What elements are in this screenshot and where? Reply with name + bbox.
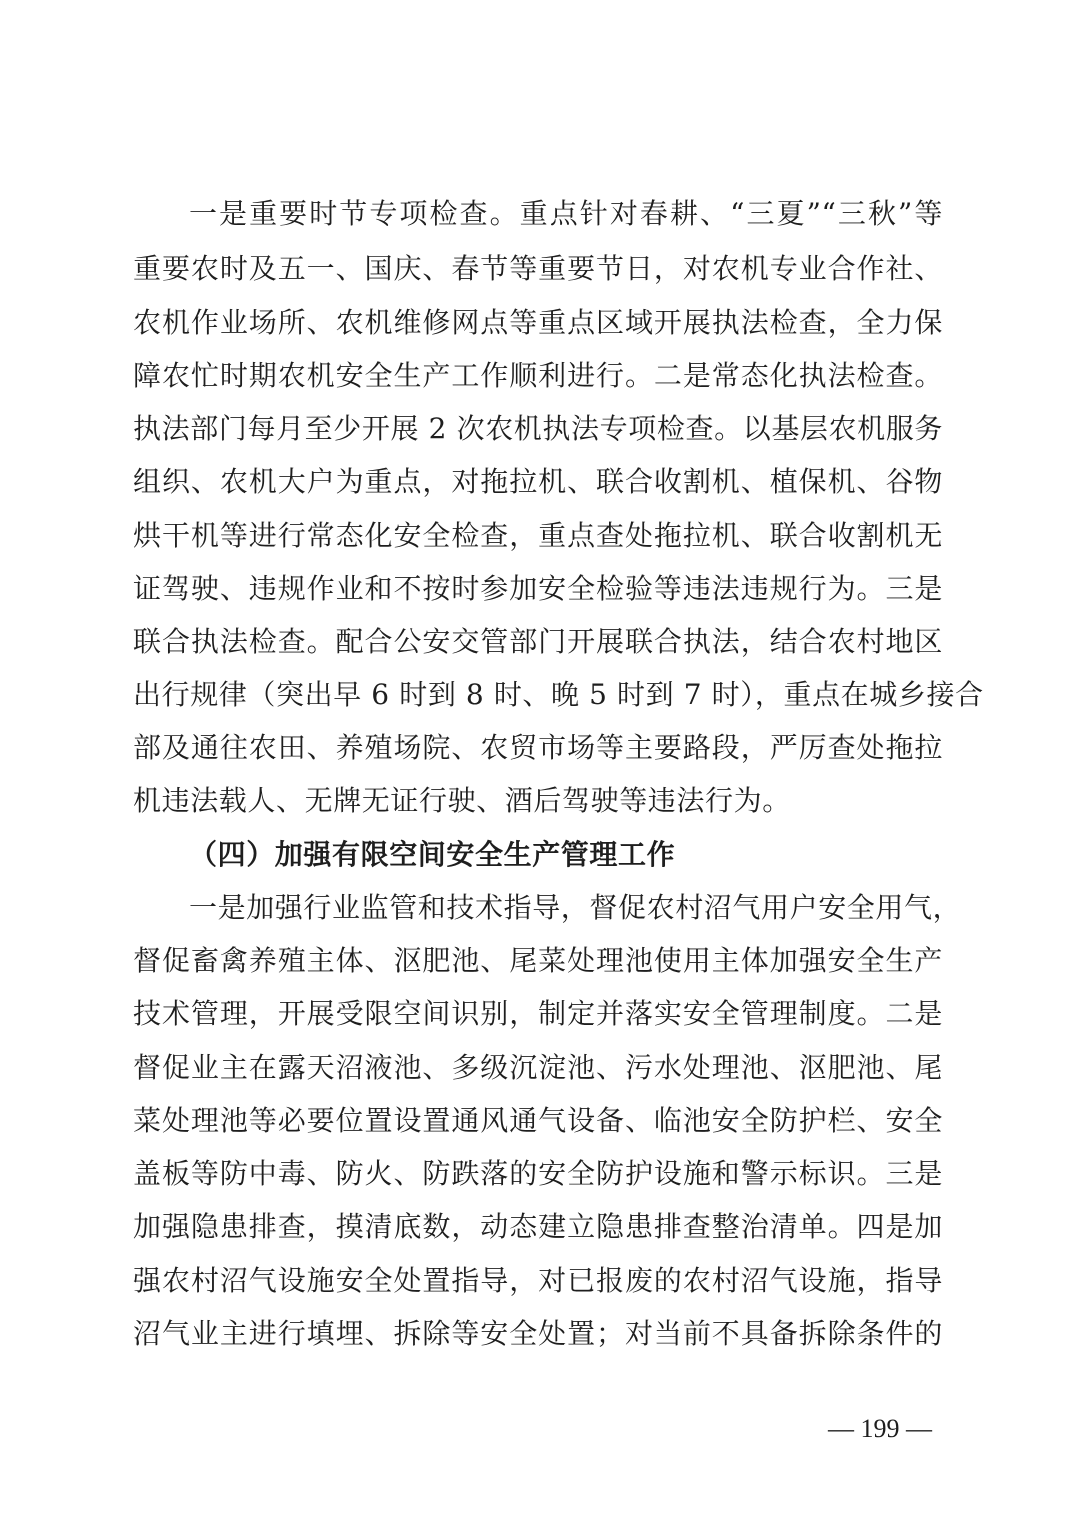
paragraph-line: 障农忙时期农机安全生产工作顺利进行。二是常态化执法检查。 (133, 359, 943, 392)
paragraph-line: 技术管理，开展受限空间识别，制定并落实安全管理制度。二是 (133, 997, 943, 1030)
paragraph-line: 机违法载人、无牌无证行驶、酒后驾驶等违法行为。 (133, 784, 791, 817)
paragraph-line: 一是加强行业监管和技术指导，督促农村沼气用户安全用气， (189, 891, 962, 924)
paragraph-line: 农机作业场所、农机维修网点等重点区域开展执法检查，全力保 (133, 306, 943, 339)
page-number: — 199 — (828, 1414, 932, 1443)
section-heading: （四）加强有限空间安全生产管理工作 (189, 838, 676, 871)
paragraph-line: 一是重要时节专项检查。重点针对春耕、“三夏”“三秋”等 (189, 197, 943, 230)
paragraph-line: 烘干机等进行常态化安全检查，重点查处拖拉机、联合收割机无 (133, 519, 943, 552)
paragraph-line: 联合执法检查。配合公安交管部门开展联合执法，结合农村地区 (133, 625, 943, 658)
paragraph-line: 组织、农机大户为重点，对拖拉机、联合收割机、植保机、谷物 (133, 465, 943, 498)
paragraph-line: 沼气业主进行填埋、拆除等安全处置；对当前不具备拆除条件的 (133, 1317, 943, 1350)
paragraph-line: 菜处理池等必要位置设置通风通气设备、临池安全防护栏、安全 (133, 1104, 943, 1137)
paragraph-line: 督促业主在露天沼液池、多级沉淀池、污水处理池、沤肥池、尾 (133, 1051, 943, 1084)
paragraph-line: 督促畜禽养殖主体、沤肥池、尾菜处理池使用主体加强安全生产 (133, 944, 943, 977)
paragraph-line: 加强隐患排查，摸清底数，动态建立隐患排查整治清单。四是加 (133, 1210, 943, 1243)
paragraph-line: 出行规律（突出早 6 时到 8 时、晚 5 时到 7 时），重点在城乡接合 (133, 678, 984, 711)
paragraph-line: 证驾驶、违规作业和不按时参加安全检验等违法违规行为。三是 (133, 572, 943, 605)
paragraph-line: 执法部门每月至少开展 2 次农机执法专项检查。以基层农机服务 (133, 412, 943, 445)
paragraph-line: 重要农时及五一、国庆、春节等重要节日，对农机专业合作社、 (133, 252, 943, 285)
paragraph-line: 强农村沼气设施安全处置指导，对已报废的农村沼气设施，指导 (133, 1264, 943, 1297)
paragraph-line: 部及通往农田、养殖场院、农贸市场等主要路段，严厉查处拖拉 (133, 731, 943, 764)
paragraph-line: 盖板等防中毒、防火、防跌落的安全防护设施和警示标识。三是 (133, 1157, 943, 1190)
